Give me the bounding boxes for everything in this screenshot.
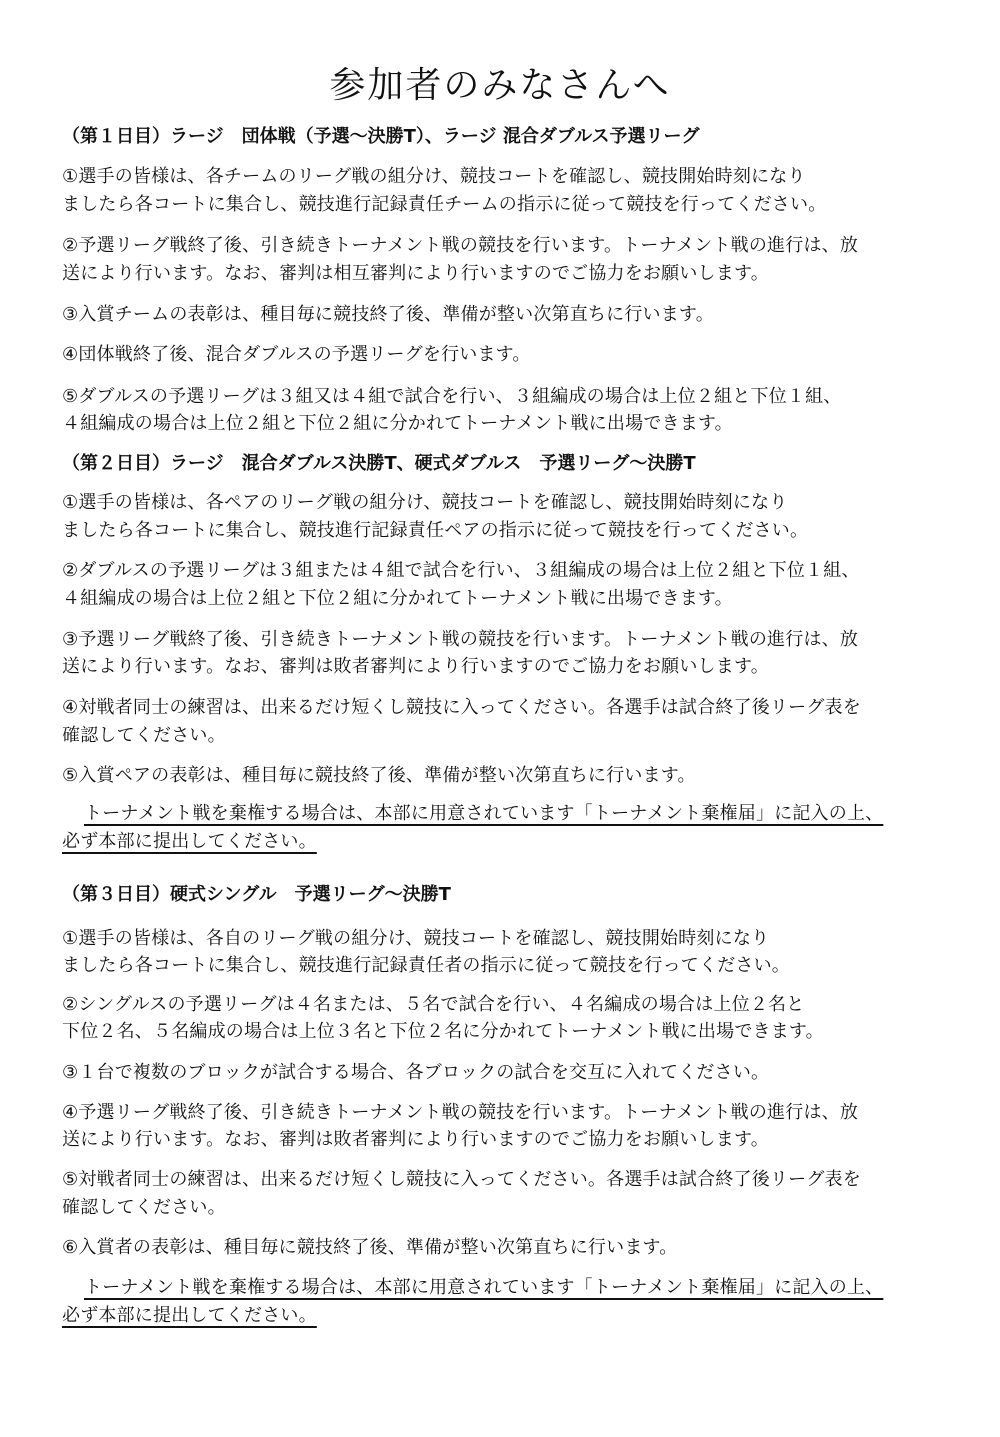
day1-item1-line1: ①選手の皆様は、各チームのリーグ戦の組分け、競技コートを確認し、競技開始時刻になり xyxy=(62,166,806,187)
day3-item5-line1: ⑤対戦者同士の練習は、出来るだけ短くし競技に入ってください。各選手は試合終了後リーグ表を xyxy=(62,1169,861,1190)
day2-forfeit-notice-line1: トーナメント戦を棄権する場合は、本部に用意されています「トーナメント棄権届」に記入の上、 xyxy=(84,803,884,824)
day2-item3-line1: ③予選リーグ戦終了後、引き続きトーナメント戦の競技を行います。トーナメント戦の進行は、放 xyxy=(62,629,859,650)
day3-heading: （第３日目）硬式シングル 予選リーグ～決勝T xyxy=(62,884,451,905)
day1-item5-line2: ４組編成の場合は上位２組と下位２組に分かれてトーナメント戦に出場できます。 xyxy=(62,413,733,434)
day3-item2-line2: 下位２名、５名編成の場合は上位３名と下位２名に分かれてトーナメント戦に出場できます。 xyxy=(62,1021,824,1042)
day3-item1-line2: ましたら各コートに集合し、競技進行記録責任者の指示に従って競技を行ってください。 xyxy=(62,955,790,976)
day1-item3: ③入賞チームの表彰は、種目毎に競技終了後、準備が整い次第直ちに行います。 xyxy=(62,304,714,325)
day2-item5: ⑤入賞ペアの表彰は、種目毎に競技終了後、準備が整い次第直ちに行います。 xyxy=(62,765,696,786)
day3-item1-line1: ①選手の皆様は、各自のリーグ戦の組分け、競技コートを確認し、競技開始時刻になり xyxy=(62,928,770,949)
day2-forfeit-notice-line2: 必ず本部に提出してください。 xyxy=(62,831,317,852)
day2-item2-line1: ②ダブルスの予選リーグは３組または４組で試合を行い、３組編成の場合は上位２組と下位１組、 xyxy=(62,560,860,581)
day3-forfeit-notice-line1: トーナメント戦を棄権する場合は、本部に用意されています「トーナメント棄権届」に記入の上、 xyxy=(84,1277,884,1298)
page-title: 参加者のみなさんへ xyxy=(329,65,671,106)
day1-item5-line1: ⑤ダブルスの予選リーグは３組又は４組で試合を行い、３組編成の場合は上位２組と下位１組、 xyxy=(62,386,842,407)
day2-item1-line2: ましたら各コートに集合し、競技進行記録責任ペアの指示に従って競技を行ってください。 xyxy=(62,520,809,541)
day3-item5-line2: 確認してください。 xyxy=(62,1197,226,1218)
day3-forfeit-notice-line2: 必ず本部に提出してください。 xyxy=(62,1305,317,1326)
day2-item1-line1: ①選手の皆様は、各ペアのリーグ戦の組分け、競技コートを確認し、競技開始時刻になり xyxy=(62,492,788,513)
day1-item2-line2: 送により行います。なお、審判は相互審判により行いますのでご協力をお願いします。 xyxy=(62,263,769,284)
day3-item6: ⑥入賞者の表彰は、種目毎に競技終了後、準備が整い次第直ちに行います。 xyxy=(62,1237,678,1258)
day3-item3: ③１台で複数のブロックが試合する場合、各ブロックの試合を交互に入れてください。 xyxy=(62,1062,770,1083)
day3-item4-line2: 送により行います。なお、審判は敗者審判により行いますのでご協力をお願いします。 xyxy=(62,1129,769,1150)
day2-heading: （第２日目）ラージ 混合ダブルス決勝T、硬式ダブルス 予選リーグ～決勝T xyxy=(62,453,696,474)
day2-item4-line1: ④対戦者同士の練習は、出来るだけ短くし競技に入ってください。各選手は試合終了後リーグ表を xyxy=(62,697,861,718)
day1-item2-line1: ②予選リーグ戦終了後、引き続きトーナメント戦の競技を行います。トーナメント戦の進行は、放 xyxy=(62,235,859,256)
day3-item4-line1: ④予選リーグ戦終了後、引き続きトーナメント戦の競技を行います。トーナメント戦の進行は、放 xyxy=(62,1102,859,1123)
day2-item2-line2: ４組編成の場合は上位２組と下位２組に分かれてトーナメント戦に出場できます。 xyxy=(62,588,733,609)
day2-item3-line2: 送により行います。なお、審判は敗者審判により行いますのでご協力をお願いします。 xyxy=(62,656,769,677)
day2-item4-line2: 確認してください。 xyxy=(62,725,226,746)
day1-heading: （第１日目）ラージ 団体戦（予選～決勝T）、ラージ 混合ダブルス予選リーグ xyxy=(62,126,700,147)
day1-item1-line2: ましたら各コートに集合し、競技進行記録責任チームの指示に従って競技を行ってください。 xyxy=(62,194,827,215)
day1-item4: ④団体戦終了後、混合ダブルスの予選リーグを行います。 xyxy=(62,344,531,365)
day3-item2-line1: ②シングルスの予選リーグは４名または、５名で試合を行い、４名編成の場合は上位２名と xyxy=(62,994,805,1015)
